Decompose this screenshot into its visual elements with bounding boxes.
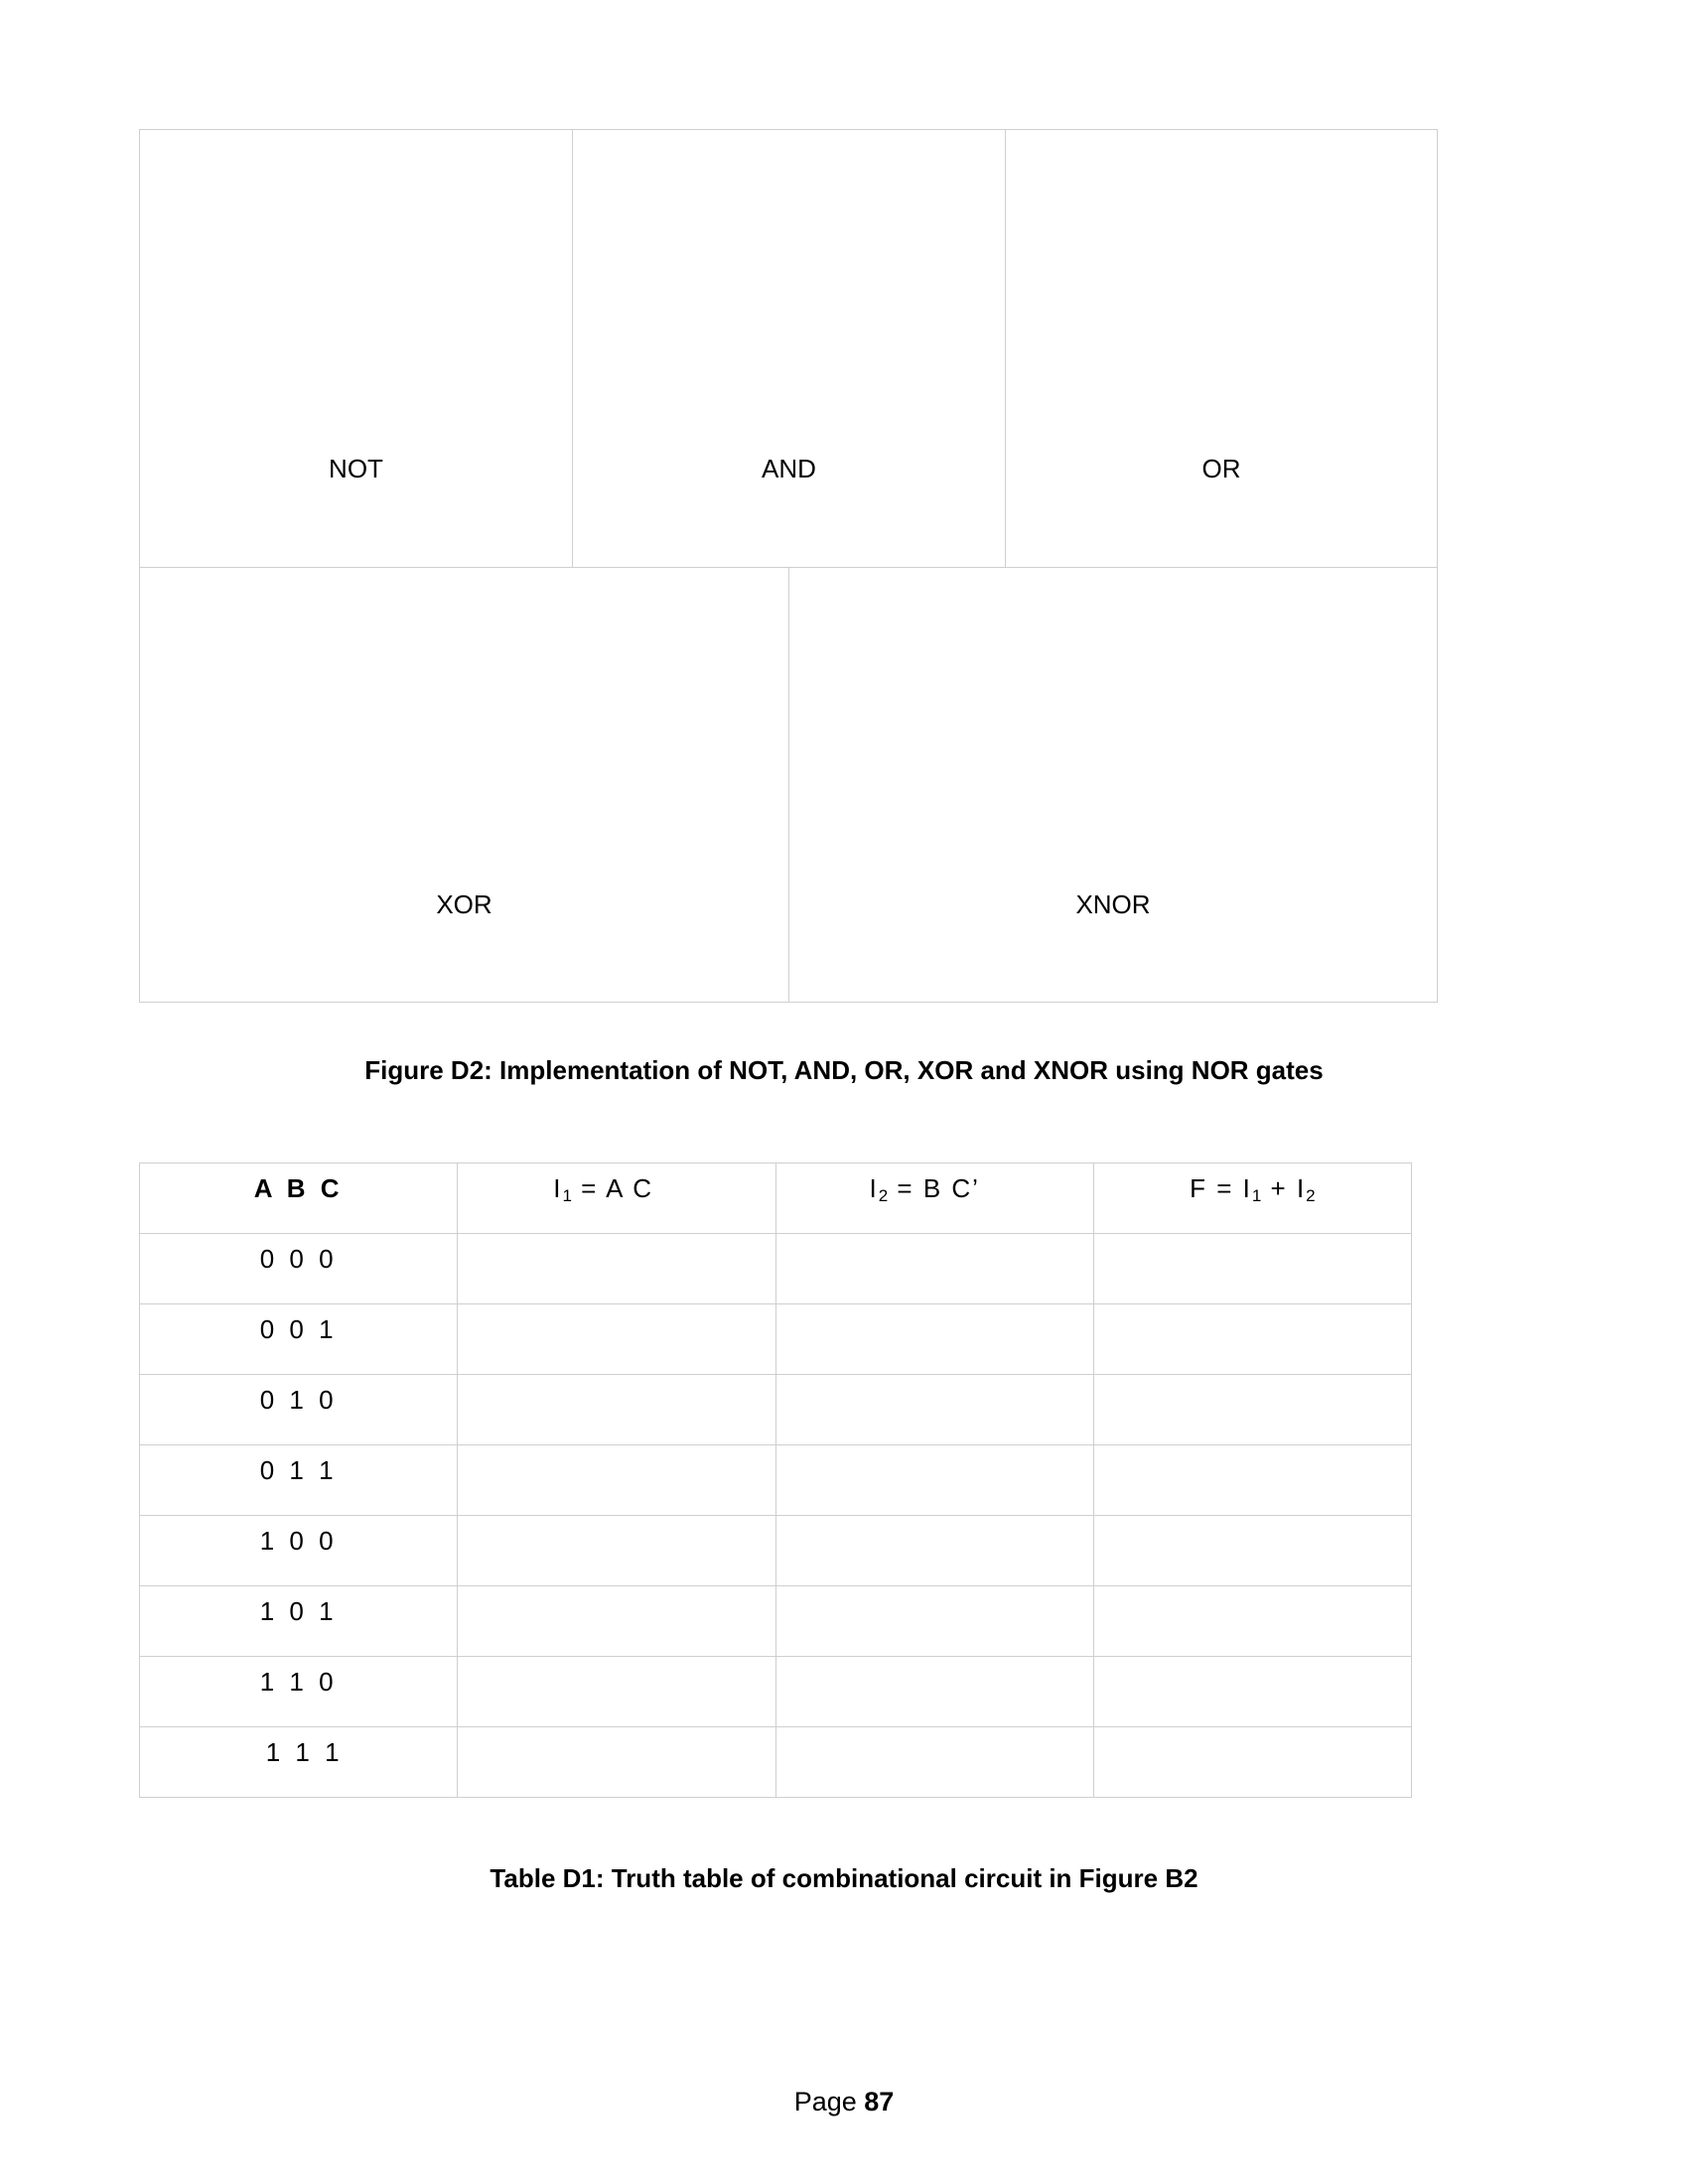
figure-caption-text: Figure D2: Implementation of NOT, AND, OR, XOR and XNOR using NOR gates	[364, 1055, 1324, 1085]
header-i2: $I_2 = B$ C’	[775, 1163, 1093, 1234]
i2-answer-cell[interactable]	[775, 1304, 1093, 1375]
header-abc: A B C	[140, 1163, 458, 1234]
gate-box-or	[1006, 130, 1437, 567]
f-answer-cell[interactable]	[1093, 1304, 1411, 1375]
gate-label-xor: XOR	[436, 889, 492, 919]
f-answer-cell[interactable]	[1093, 1727, 1411, 1798]
header-i1: $I_1 = A$ C	[458, 1163, 775, 1234]
i1-answer-cell[interactable]	[458, 1586, 775, 1657]
i2-answer-cell[interactable]	[775, 1234, 1093, 1304]
table-row	[140, 1304, 1412, 1375]
input-abc-cell: 1 0 1	[140, 1586, 458, 1657]
i2-answer-cell[interactable]	[775, 1586, 1093, 1657]
input-abc-cell: 0 0 1	[140, 1304, 458, 1375]
i2-answer-cell[interactable]	[775, 1445, 1093, 1516]
page-number: 87	[864, 2087, 895, 2116]
gate-box-not	[140, 130, 573, 567]
gate-box-xor	[140, 567, 789, 1002]
f-answer-cell[interactable]	[1093, 1445, 1411, 1516]
f-answer-cell[interactable]	[1093, 1516, 1411, 1586]
gate-label-or: OR	[1201, 454, 1241, 483]
gate-box-and	[573, 130, 1006, 567]
i2-answer-cell[interactable]	[775, 1375, 1093, 1445]
table-row	[140, 1445, 1412, 1516]
header-f: $F = I_1 + I_2$	[1093, 1163, 1411, 1234]
input-abc-cell: 0 1 1	[140, 1445, 458, 1516]
table-row	[140, 1516, 1412, 1586]
i1-answer-cell[interactable]	[458, 1657, 775, 1727]
input-abc-cell: 1 1 1	[140, 1727, 458, 1798]
truth-table-header-row	[140, 1163, 1412, 1234]
gate-label-and: AND	[762, 454, 816, 483]
i1-answer-cell[interactable]	[458, 1304, 775, 1375]
table-row	[140, 1234, 1412, 1304]
i1-answer-cell[interactable]	[458, 1234, 775, 1304]
figure-caption	[0, 1055, 1688, 1086]
table-row	[140, 1727, 1412, 1798]
f-answer-cell[interactable]	[1093, 1586, 1411, 1657]
i2-answer-cell[interactable]	[775, 1516, 1093, 1586]
page-footer	[0, 2087, 1688, 2117]
gate-label-xnor: XNOR	[1075, 889, 1151, 919]
input-abc-cell: 1 1 0	[140, 1657, 458, 1727]
gate-label-not: NOT	[329, 454, 383, 483]
i1-answer-cell[interactable]	[458, 1375, 775, 1445]
f-answer-cell[interactable]	[1093, 1375, 1411, 1445]
table-row	[140, 1375, 1412, 1445]
i2-answer-cell[interactable]	[775, 1657, 1093, 1727]
i1-answer-cell[interactable]	[458, 1727, 775, 1798]
input-abc-cell: 0 0 0	[140, 1234, 458, 1304]
f-answer-cell[interactable]	[1093, 1657, 1411, 1727]
table-row	[140, 1586, 1412, 1657]
i1-answer-cell[interactable]	[458, 1516, 775, 1586]
table-row	[140, 1657, 1412, 1727]
gate-box-xnor	[789, 567, 1437, 1002]
gate-implementation-grid	[139, 129, 1438, 1003]
table-caption: Table D1: Truth table of combinational circuit in Figure B2	[490, 1863, 1198, 1893]
f-answer-cell[interactable]	[1093, 1234, 1411, 1304]
i1-answer-cell[interactable]	[458, 1445, 775, 1516]
input-abc-cell: 0 1 0	[140, 1375, 458, 1445]
truth-table	[139, 1162, 1412, 1798]
i2-answer-cell[interactable]	[775, 1727, 1093, 1798]
input-abc-cell: 1 0 0	[140, 1516, 458, 1586]
page-label: Page	[793, 2087, 857, 2116]
